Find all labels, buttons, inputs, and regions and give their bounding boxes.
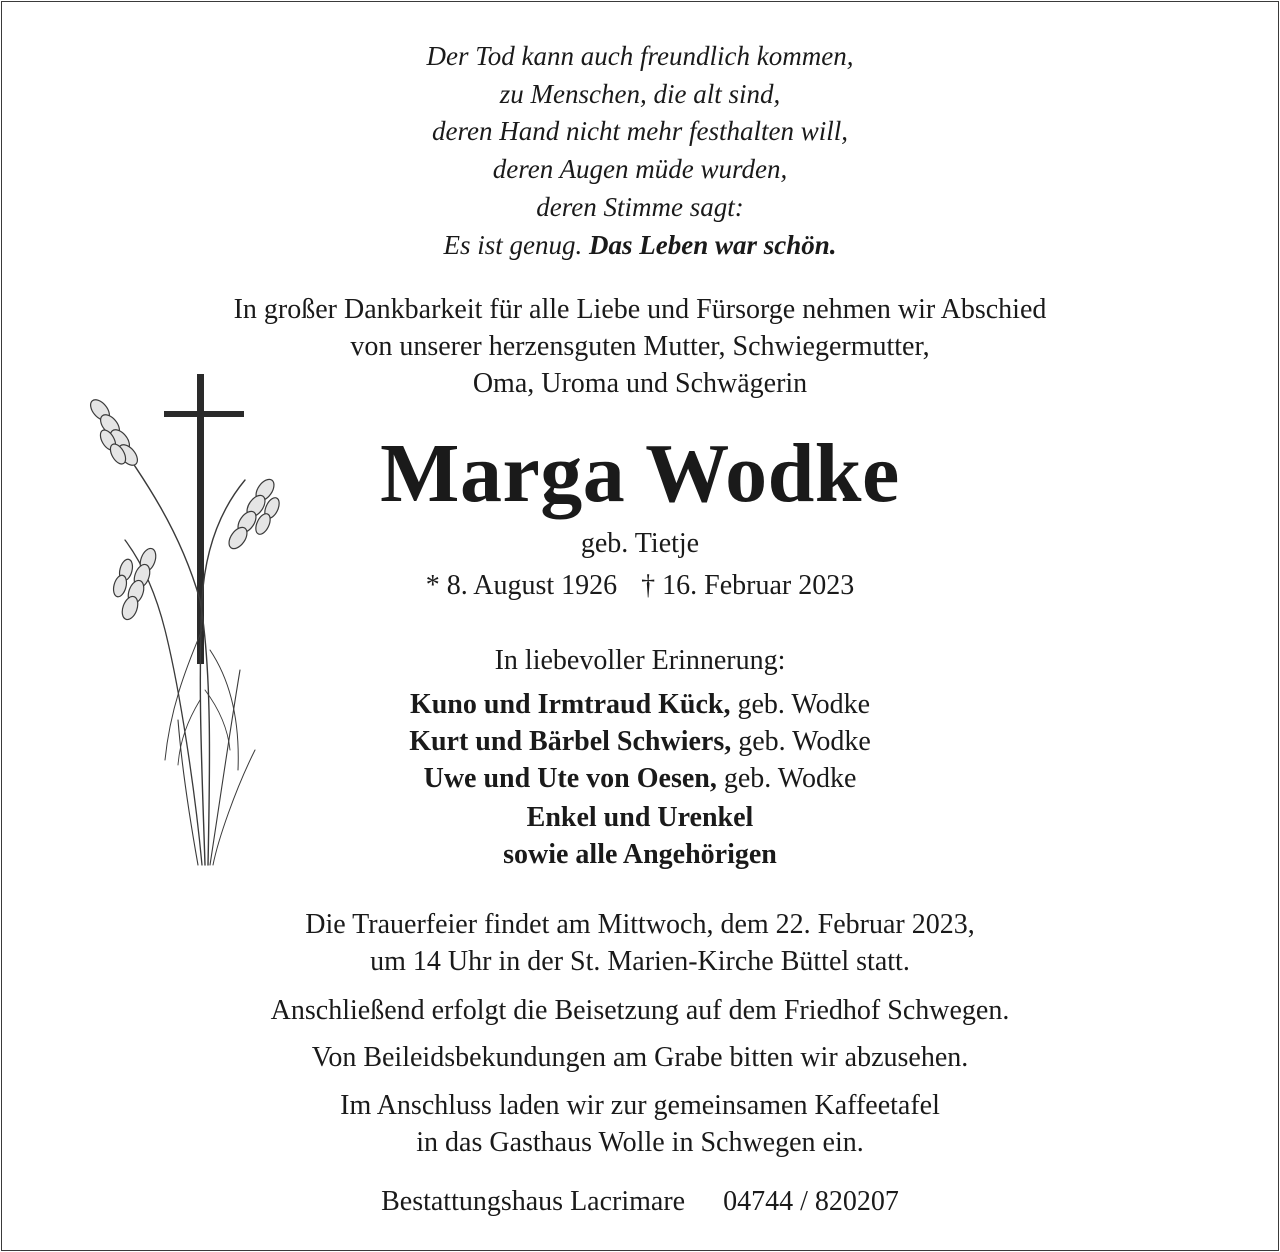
family-names: Uwe und Ute von Oesen, [423, 763, 717, 794]
condolence-note: Von Beileidsbekundungen am Grabe bitten wir abzusehen. [311, 1042, 969, 1073]
poem-last-line [0, 227, 1280, 265]
poem-line: deren Augen müde wurden, [492, 154, 788, 185]
poem-last-prefix: Es ist genug. [443, 229, 583, 260]
mourner-families [0, 686, 1280, 797]
poem-last-bold: Das Leben war schön. [588, 229, 837, 260]
intro-line: In großer Dankbarkeit für alle Liebe und Fürsorge nehmen wir Abschied [233, 294, 1047, 325]
family-line [0, 686, 1280, 723]
undertaker-info [0, 1183, 1280, 1220]
family-note: geb. Wodke [737, 689, 871, 720]
family-note: geb. Wodke [723, 763, 857, 794]
coffee-invitation [0, 1087, 1280, 1161]
poem-line: Der Tod kann auch freundlich kommen, [426, 41, 854, 71]
family-names: Kuno und Irmtraud Kück, [409, 689, 731, 720]
service-info [0, 906, 1280, 980]
poem-line: deren Stimme sagt: [536, 191, 744, 222]
birth-date: * 8. August 1926 [425, 570, 618, 601]
family-names: Kurt und Bärbel Schwiers, [409, 726, 732, 757]
family-line [0, 760, 1280, 797]
undertaker-name: Bestattungshaus Lacrimare [381, 1186, 686, 1217]
memory-heading: In liebevoller Erinnerung: [494, 645, 786, 676]
poem-line: deren Hand nicht mehr festhalten will, [432, 116, 848, 147]
family-note: geb. Wodke [738, 726, 871, 757]
life-dates [0, 568, 1280, 604]
service-line: um 14 Uhr in der St. Marien-Kirche Büttel statt. [370, 946, 910, 977]
family-line [0, 723, 1280, 760]
coffee-line: Im Anschluss laden wir zur gemeinsamen Kaffeetafel [340, 1090, 940, 1121]
burial-info: Anschließend erfolgt die Beisetzung auf dem Friedhof Schwegen. [270, 995, 1010, 1026]
coffee-line: in das Gasthaus Wolle in Schwegen ein. [416, 1127, 864, 1158]
service-line: Die Trauerfeier findet am Mittwoch, dem 22. Februar 2023, [305, 909, 975, 940]
death-date: † 16. Februar 2023 [641, 570, 855, 601]
intro-line: Oma, Uroma und Schwägerin [472, 368, 808, 399]
other-relatives [0, 799, 1280, 873]
intro-line: von unserer herzensguten Mutter, Schwiegermutter, [350, 331, 930, 362]
poem-line: zu Menschen, die alt sind, [499, 78, 781, 109]
undertaker-phone: 04744 / 820207 [723, 1186, 899, 1217]
poem [0, 38, 1280, 264]
relatives-line: sowie alle Angehörigen [503, 839, 777, 870]
relatives-line: Enkel und Urenkel [526, 802, 754, 833]
birth-name: geb. Tietje [580, 528, 700, 559]
deceased-name: Marga Wodke [380, 427, 900, 520]
